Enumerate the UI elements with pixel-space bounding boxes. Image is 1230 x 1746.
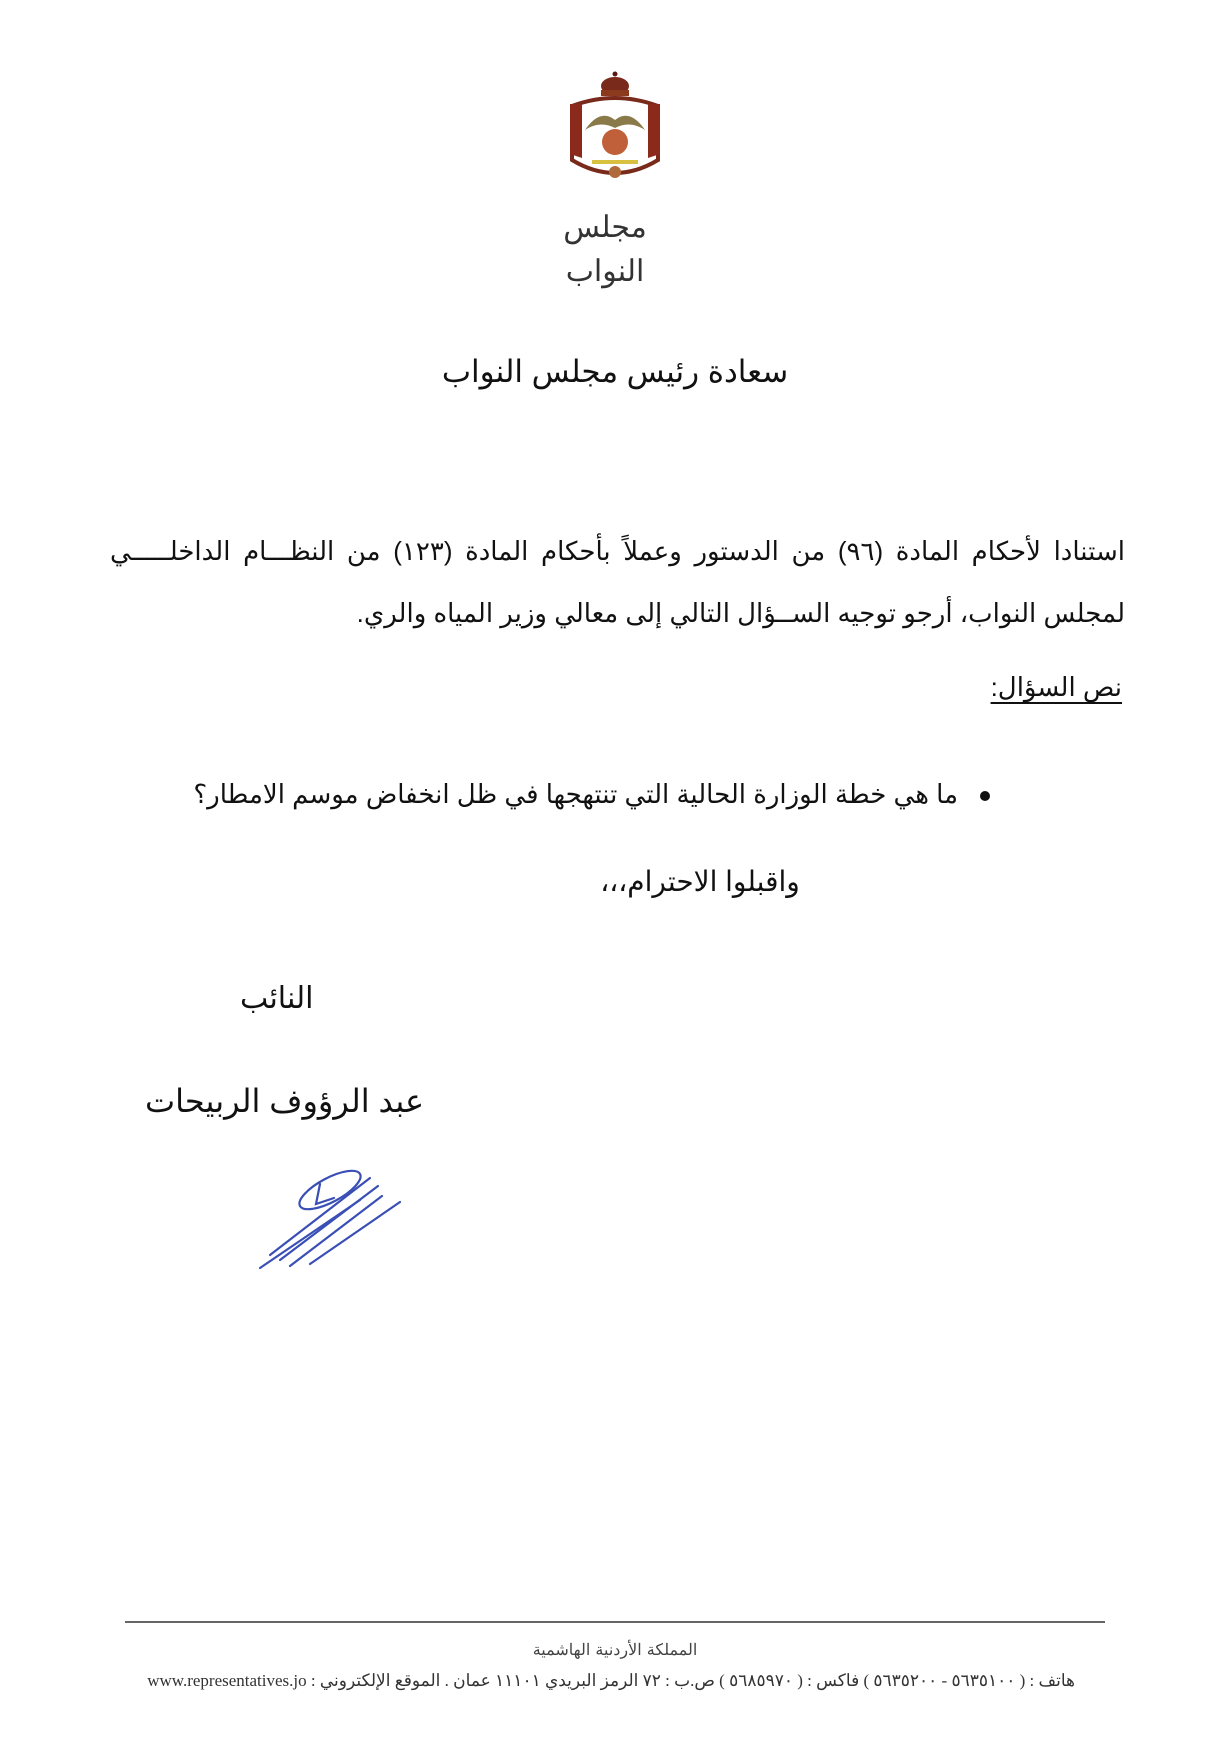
body-paragraph-line-2: لمجلس النواب، أرجو توجيه الســؤال التالي إلى معالي وزير المياه والري. — [356, 598, 1125, 628]
bullet-icon — [980, 791, 990, 801]
question-list-item — [193, 770, 990, 818]
salutation-heading: سعادة رئيس مجلس النواب — [441, 354, 789, 389]
signature-icon — [250, 1160, 410, 1270]
footer-country-name: المملكة الأردنية الهاشمية — [532, 1640, 698, 1659]
footer-contact-info: هاتف : ( ٥٦٣٥١٠٠ - ٥٦٣٥٢٠٠ ) فاكس : ( ٥٦٨٥٩٧٠ ) ص.ب : ٧٢ الرمز البريدي ١١١٠١ عمان . الموقع الإلكتروني : www.representatives.jo — [147, 1671, 1075, 1690]
footer-divider — [125, 1621, 1105, 1623]
signer-title: النائب — [240, 982, 314, 1015]
question-text: ما هي خطة الوزارة الحالية التي تنتهجها في ظل انخفاض موسم الامطار؟ — [193, 779, 958, 809]
signer-name: عبد الرؤوف الربيحات — [145, 1083, 425, 1119]
closing-phrase: واقبلوا الاحترام،،، — [600, 866, 800, 897]
parliament-name-logo: مجلس النواب — [563, 210, 647, 289]
body-paragraph — [110, 520, 1125, 644]
body-paragraph-line-1: استنادا لأحكام المادة (٩٦) من الدستور وعملاً بأحكام المادة (١٢٣) من النظـــام الداخلـــــي — [110, 536, 1125, 566]
coat-of-arms-icon — [560, 68, 670, 188]
question-label: نص السؤال: — [990, 672, 1122, 702]
